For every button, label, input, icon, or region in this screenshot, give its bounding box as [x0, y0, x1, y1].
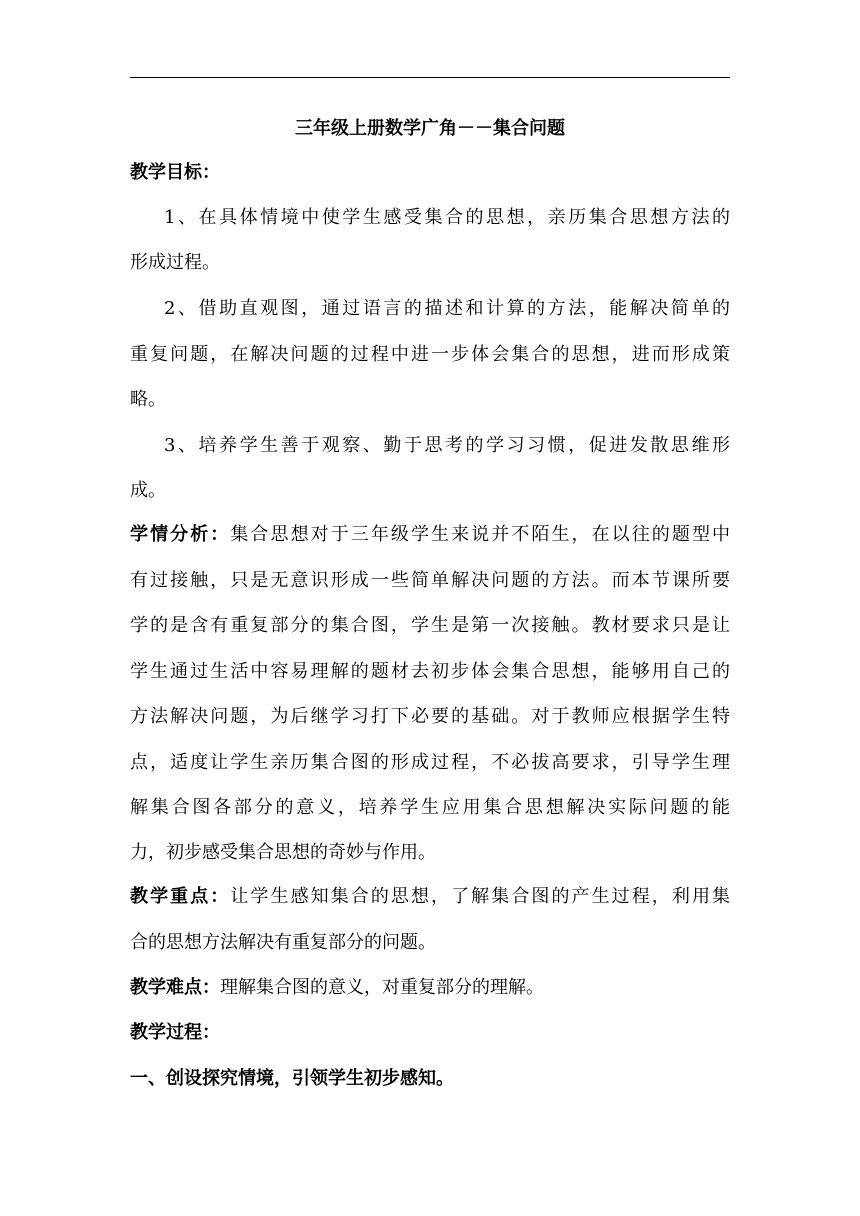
key-points-line-2: 合的思想方法解决有重复部分的问题。 [130, 932, 436, 953]
difficulty-text: 理解集合图的意义，对重复部分的理解。 [220, 977, 544, 998]
key-points-line-1 [130, 884, 730, 910]
objective-1-line-1: 1、在具体情境中使学生感受集合的思想，亲历集合思想方法的 [164, 207, 730, 228]
analysis-paragraph-line-1 [130, 522, 730, 548]
analysis-line-2: 有过接触，只是无意识形成一些简单解决问题的方法。而本节课所要 [130, 570, 730, 591]
objective-2-line-3: 略。 [130, 389, 166, 410]
section-1-heading: 一、创设探究情境，引领学生初步感知。 [130, 1068, 454, 1089]
objective-1-line-2: 形成过程。 [130, 252, 220, 273]
objective-2-line-1: 2、借助直观图，通过语言的描述和计算的方法，能解决简单的 [164, 298, 730, 319]
objective-3-line-1: 3、培养学生善于观察、勤于思考的学习习惯，促进发散思维形 [164, 435, 730, 456]
header-rule [130, 77, 730, 78]
analysis-line-3: 学的是含有重复部分的集合图，学生是第一次接触。教材要求只是让 [130, 615, 730, 636]
objective-3-line-2: 成。 [130, 480, 166, 501]
analysis-line-7: 解集合图各部分的意义，培养学生应用集合思想解决实际问题的能 [130, 797, 730, 818]
objectives-heading: 教学目标： [130, 162, 220, 183]
difficulty-line [130, 975, 730, 1001]
analysis-text: 集合思想对于三年级学生来说并不陌生，在以往的题型中 [230, 524, 731, 545]
key-points-label: 教学重点： [130, 886, 231, 907]
document-title: 三年级上册数学广角－－集合问题 [295, 118, 565, 139]
analysis-label: 学情分析： [130, 524, 231, 545]
objective-2-line-2: 重复问题，在解决问题的过程中进一步体会集合的思想，进而形成策 [130, 344, 730, 365]
analysis-line-4: 学生通过生活中容易理解的题材去初步体会集合思想，能够用自己的 [130, 661, 730, 682]
difficulty-label: 教学难点： [130, 977, 220, 998]
analysis-line-6: 点，适度让学生亲历集合图的形成过程，不必拔高要求，引导学生理 [130, 752, 730, 773]
analysis-line-8: 力，初步感受集合思想的奇妙与作用。 [130, 842, 436, 863]
analysis-line-5: 方法解决问题，为后继学习打下必要的基础。对于教师应根据学生特 [130, 706, 730, 727]
key-points-text: 让学生感知集合的思想，了解集合图的产生过程，利用集 [230, 886, 731, 907]
process-heading: 教学过程： [130, 1022, 220, 1043]
